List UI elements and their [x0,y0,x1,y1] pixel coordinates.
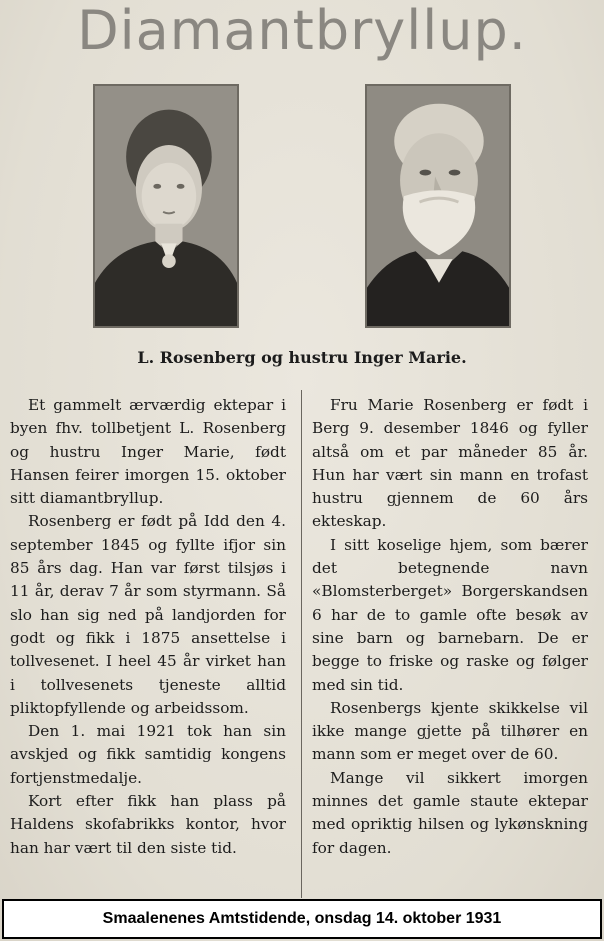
paragraph: Et gammelt ærværdig ektepar i byen fhv. tollbetjent L. Rosenberg og hustru Inger Marie, født Hansen feirer imorgen 15. oktober sitt diamantbryllup. [10,396,286,508]
paragraph: I sitt koselige hjem, som bærer det betegnende navn «Blomsterberget» Borgerskandsen 6 har de to gamle ofte besøk av sine barn og barnebarn. De er begge to friske og raske og følger med sin tid. [312,535,588,694]
headline: Diamantbryllup. [77,0,527,62]
article-column-left [10,394,286,860]
portrait-photo-husband [365,84,511,328]
paragraph: Kort efter fikk han plass på Haldens skofabrikks kontor, hvor han har vært til den siste tid. [10,792,286,857]
portrait-photo-wife [93,84,239,328]
paragraph: Mange vil sikkert imorgen minnes det gamle staute ektepar med opriktig hilsen og lykønskning for dagen. [312,768,588,857]
article-column-right [312,394,588,860]
source-citation: Smaalenenes Amtstidende, onsdag 14. oktober 1931 [2,899,602,939]
paragraph: Rosenbergs kjente skikkelse vil ikke mange gjette på tilhører en mann som er meget over de 60. [312,698,588,764]
column-divider [301,390,302,898]
paragraph: Fru Marie Rosenberg er født i Berg 9. desember 1846 og fyller altså om et par måneder 85 år. Hun har vært sin mann en trofast hustru gjennem de 60 års ekteskap. [312,396,588,531]
paragraph: Den 1. mai 1921 tok han sin avskjed og fikk samtidig kongens fortjenstmedalje. [10,722,286,787]
paragraph: Rosenberg er født på Idd den 4. september 1845 og fyllte ifjor sin 85 års dag. Han var først tilsjøs i 11 år, derav 7 år som styrmann. Så slo han sig ned på landjorden for godt og fikk i 1875 ansettelse i tollvesenet. I heel 45 år virket han i tollvesenets tjeneste alltid pliktopfyllende og arbeidssom. [10,512,286,717]
photo-caption: L. Rosenberg og hustru Inger Marie. [137,348,467,367]
